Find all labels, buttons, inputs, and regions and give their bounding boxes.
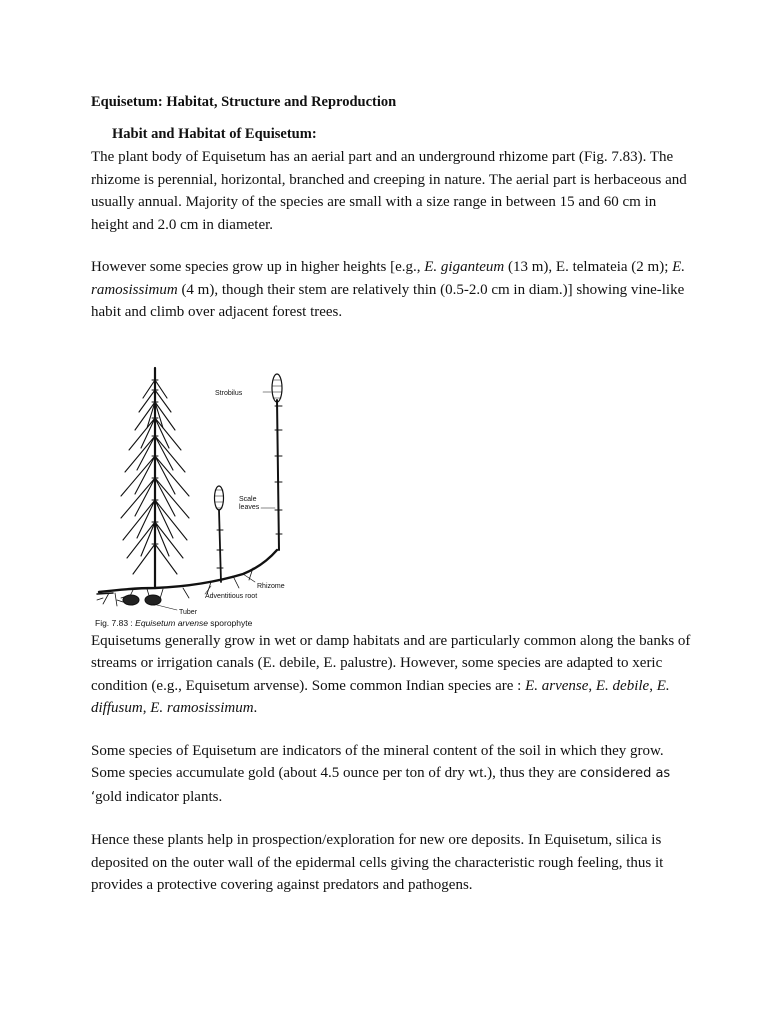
- species-name: E. giganteum: [424, 259, 505, 275]
- species-name: E. debile: [595, 677, 650, 694]
- text-run: (13 m), E. telmateia (2 m);: [504, 259, 673, 275]
- text-run: Equisetums generally grow in wet or damp habitats and are particularly common along the banks of streams or irrigation canals (E. debile, E. palustre). However, some species are adapted to xeric condition (e.g., Equisetum arvense). Some common Indian species are :: [91, 632, 691, 694]
- paragraph-plant-body: The plant body of Equisetum has an aerial part and an underground rhizome part (Fig. 7.83). The rhizome is perennial, horizontal, branched and creeping in nature. The aerial part is herbaceous and usually annual. Majority of the species are small with a size range in between 15 and 60 cm in height and 2.0 cm in diameter.: [91, 149, 687, 233]
- text-run: However some species grow up in higher heights [e.g.,: [91, 259, 425, 275]
- species-name: E. arvense: [525, 677, 589, 694]
- text-run: (4 m), though their stem are relatively thin (0.5-2.0 cm in diam.)] showing vine-like habit and climb over adjacent forest trees.: [91, 281, 685, 320]
- species-name: E. diffusum: [91, 677, 670, 716]
- caption-suffix: sporophyte: [207, 617, 253, 628]
- paragraph-species-heights: [91, 256, 691, 324]
- text-run: Some species of Equisetum are indicators of the mineral content of the soil in which they grow. Some species accumulate gold (about 4.5 ounce per ton of dry wt.), thus they are: [91, 742, 664, 781]
- section-heading: Habit and Habitat of Equisetum:: [112, 126, 317, 142]
- separator: ,: [142, 700, 151, 716]
- text-run: considered as ‘: [91, 766, 671, 805]
- paragraph-prospection: Hence these plants help in prospection/exploration for new ore deposits. In Equisetum, silica is deposited on the outer wall of the epidermal cells giving the characteristic rough feeling, thus it provides a protective covering against predators and pathogens.: [91, 832, 664, 893]
- species-name: E. ramosissimum: [150, 700, 254, 716]
- separator: ,: [649, 677, 657, 694]
- scale-leaves-label: Scale: [239, 495, 257, 503]
- paragraph-habitats: [91, 630, 691, 720]
- scale-leaves-label-line2: leaves: [239, 503, 260, 511]
- text-run: gold indicator plants.: [95, 788, 223, 805]
- document-page: [91, 92, 691, 897]
- document-title: Equisetum: Habitat, Structure and Reproduction: [91, 94, 397, 110]
- equisetum-sporophyte-illustration: [93, 360, 303, 628]
- adventitious-root-label: Adventitious root: [205, 592, 258, 600]
- rhizome-label: Rhizome: [257, 582, 285, 590]
- caption-prefix: Fig. 7.83 :: [95, 617, 136, 628]
- text-run: .: [253, 700, 258, 716]
- figure-caption: [95, 618, 253, 628]
- strobilus-label: Strobilus: [215, 389, 243, 397]
- caption-species: Equisetum arvense: [135, 617, 208, 628]
- paragraph-mineral-indicators: [91, 740, 691, 810]
- equisetum-figure: [93, 360, 303, 628]
- tuber-label: Tuber: [179, 608, 198, 616]
- species-name: E. ramosissimum: [91, 259, 686, 298]
- separator: ,: [588, 677, 596, 694]
